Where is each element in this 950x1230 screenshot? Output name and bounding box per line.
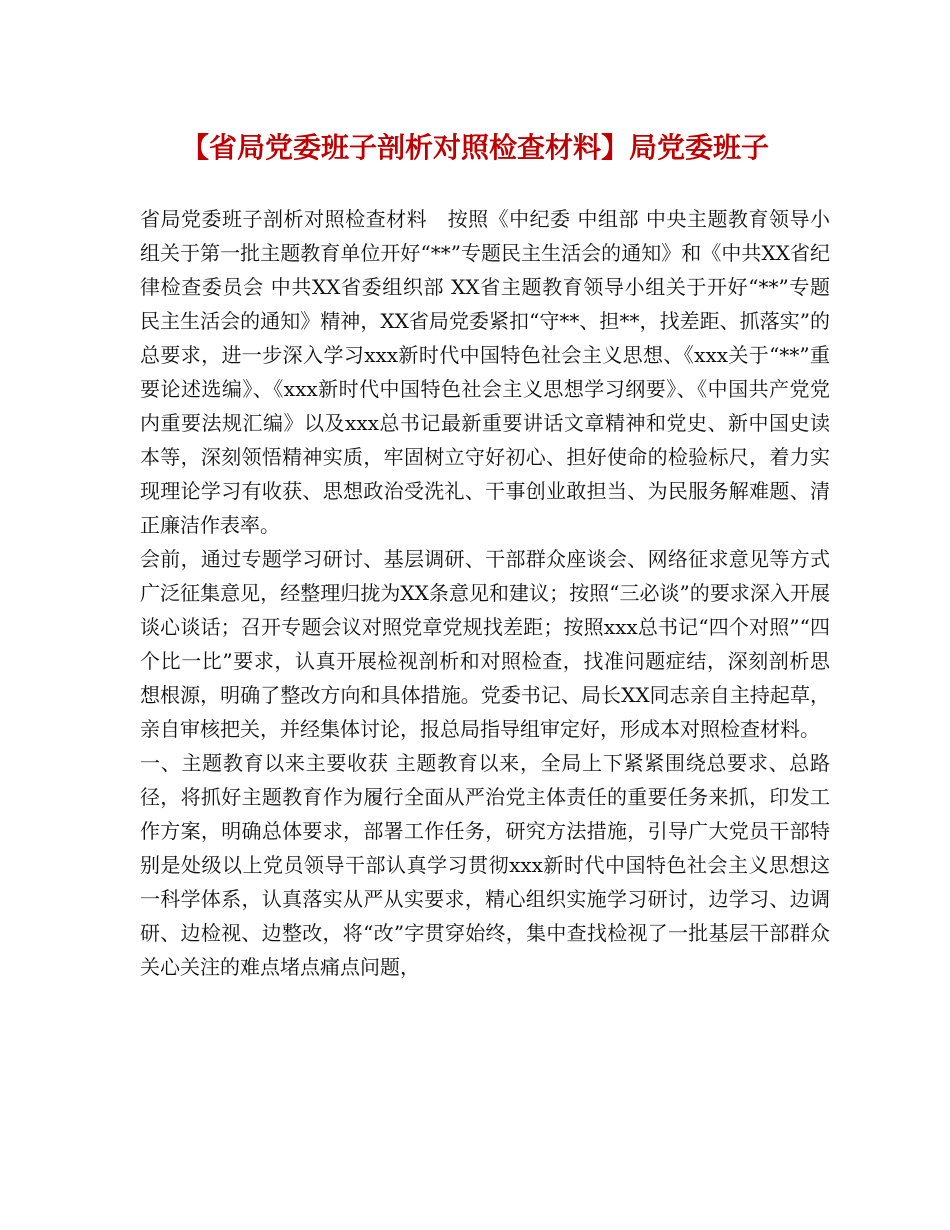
paragraph-preparation: 会前，通过专题学习研讨、基层调研、干部群众座谈会、网络征求意见等方式广泛征集意见，经整理归拢为XX条意见和建议；按照“三必谈”的要求深入开展谈心谈话；召开专题会议对照党章党规找差距；按照xxx总书记“四个对照”“四个比一比”要求，认真开展检视剖析和对照检查，找准问题症结，深刻剖析思想根源，明确了整改方向和具体措施。党委书记、局长XX同志亲自主持起草，亲自审核把关，并经集体讨论，报总局指导组审定好，形成本对照检查材料。 [140,547,830,741]
paragraph-section-one: 一、主题教育以来主要收获 主题教育以来，全局上下紧紧围绕总要求、总路径，将抓好主题教育作为履行全面从严治党主体责任的重要任务来抓，印发工作方案，明确总体要求，部署工作任务，研究方法措施，引导广大党员干部特别是处级以上党员领导干部认真学习贯彻xxx新时代中国特色社会主义思想这一科学体系，认真落实从严从实要求，精心组织实施学习研讨，边学习、边调研、边检视、边整改，将“改”字贯穿始终，集中查找检视了一批基层干部群众关心关注的难点堵点痛点问题， [140,751,830,979]
document-body [140,202,830,984]
document-title: 【省局党委班子剖析对照检查材料】局党委班子 [180,131,769,164]
paragraph-intro: 省局党委班子剖析对照检查材料 按照《中纪委 中组部 中央主题教育领导小组关于第一批主题教育单位开好“**”专题民主生活会的通知》和《中共XX省纪律检查委员会 中共XX省委组织部 XX省主题教育领导小组关于开好“**”专题民主生活会的通知》精神，XX省局党委紧扣“守**、担**，找差距、抓落实”的总要求，进一步深入学习xxx新时代中国特色社会主义思想、《xxx关于“**”重要论述选编》、《xxx新时代中国特色社会主义思想学习纲要》、《中国共产党党内重要法规汇编》以及xxx总书记最新重要讲话文章精神和党史、新中国史读本等，深刻领悟精神实质，牢固树立守好初心、担好使命的检验标尺，着力实现理论学习有收获、思想政治受洗礼、干事创业敢担当、为民服务解难题、清正廉洁作表率。 [140,207,830,537]
